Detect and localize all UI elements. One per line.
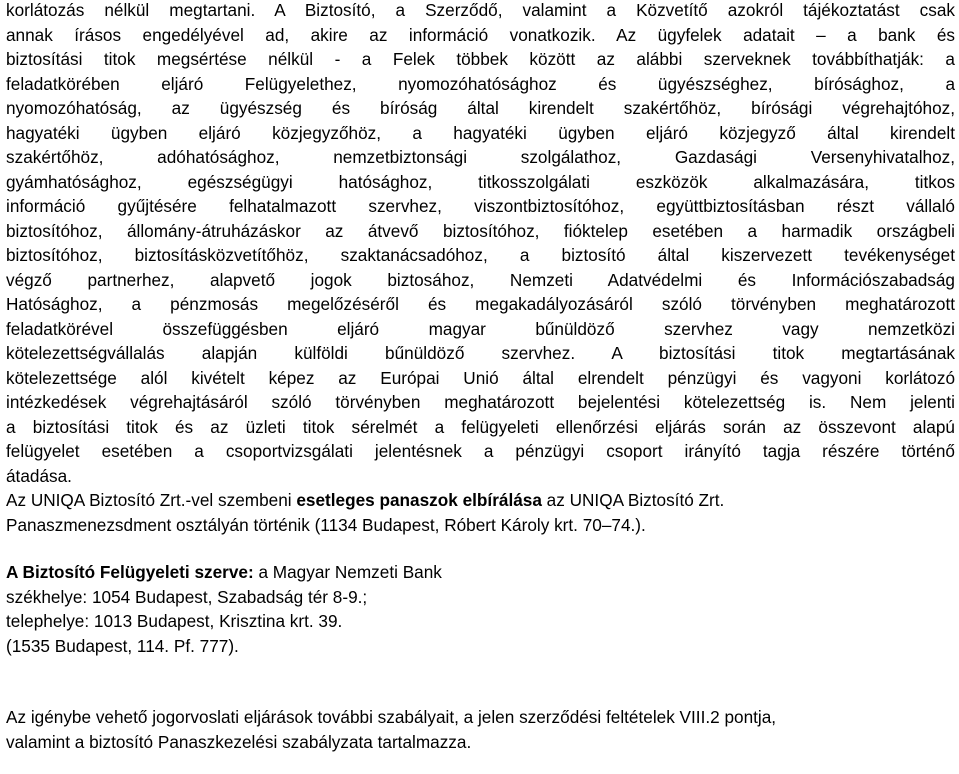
paragraph-line: a biztosítási titok és az üzleti titok sérelmét a felügyeleti ellenőrzési eljárás során az összevont alapú bbox=[6, 416, 955, 437]
paragraph-line: intézkedések végrehajtásáról szóló törvényben meghatározott bejelentési kötelezettség is. Nem jelenti bbox=[6, 392, 955, 412]
paragraph-line: biztosítóhoz, biztosításközvetítőhöz, szaktanácsadóhoz, a biztosító által kiszervezett tevékenységet bbox=[6, 245, 955, 265]
complaint-suffix: az UNIQA Biztosító Zrt. bbox=[541, 490, 725, 510]
supervisor-heading-line bbox=[6, 560, 955, 585]
paragraph-line: annak írásos engedélyével ad, akire az információ vonatkozik. Az ügyfelek adatait – a bank és bbox=[6, 24, 955, 45]
supervisor-label: A Biztosító Felügyeleti szerve: bbox=[6, 562, 254, 582]
supervisory-authority-block bbox=[6, 560, 955, 658]
paragraph-line: biztosítási titok megsértése nélkül - a Felek többek között az alábbi szerveknek továbbíthatják: a bbox=[6, 49, 955, 69]
paragraph-line: feladatkörével összefüggésben eljáró magyar bűnüldöző szervhez vagy nemzetközi bbox=[6, 318, 955, 339]
paragraph-line: Hatósághoz, a pénzmosás megelőzéséről és megakadályozásáról szóló törvényben meghatározott bbox=[6, 294, 955, 314]
supervisor-site: telephelye: 1013 Budapest, Krisztina krt. 39. bbox=[6, 611, 343, 631]
supervisor-name: a Magyar Nemzeti Bank bbox=[253, 562, 442, 582]
paragraph-line: kötelezettsége alól kivételt képez az Európai Unió által elrendelt pénzügyi és vagyoni korlátozó bbox=[6, 367, 955, 388]
paragraph-line: nyomozóhatóság, az ügyészség és bíróság által kirendelt szakértőhöz, bírósági végrehajtóhoz, bbox=[6, 98, 955, 118]
remedies-line-1: Az igénybe vehető jogorvoslati eljárások további szabályait, a jelen szerződési feltételek VIII.2 pontja, bbox=[6, 707, 777, 727]
paragraph-line: biztosítóhoz, állomány-átruházáskor az átvevő biztosítóhoz, fióktelep esetében a harmadik országbeli bbox=[6, 220, 955, 241]
complaint-bold-text: esetleges panaszok elbírálása bbox=[296, 490, 542, 510]
paragraph-line: feladatkörében eljáró Felügyelethez, nyomozóhatósághoz és ügyészséghez, bírósághoz, a bbox=[6, 73, 955, 94]
legal-remedies-paragraph bbox=[6, 705, 955, 754]
complaint-prefix: Az UNIQA Biztosító Zrt.-vel szembeni bbox=[6, 490, 297, 510]
supervisor-seat: székhelye: 1054 Budapest, Szabadság tér 8-9.; bbox=[6, 586, 368, 607]
paragraph-line: átadása. bbox=[6, 465, 72, 486]
paragraph-line: szakértőhöz, adóhatósághoz, nemzetbiztonsági szolgálathoz, Gazdasági Versenyhivatalhoz, bbox=[6, 147, 955, 167]
document-page bbox=[6, 0, 955, 754]
complaint-line-1 bbox=[6, 488, 955, 513]
remedies-line-2: valamint a biztosító Panaszkezelési szabályzata tartalmazza. bbox=[6, 731, 472, 752]
complaint-line-2: Panaszmenezsdment osztályán történik (1134 Budapest, Róbert Károly krt. 70–74.). bbox=[6, 514, 646, 535]
complaint-handling-paragraph bbox=[6, 488, 955, 537]
paragraph-line: kötelezettségvállalás alapján külföldi bűnüldöző szervhez. A biztosítási titok megtartásának bbox=[6, 343, 955, 363]
paragraph-line: végző partnerhez, alapvető jogok biztosához, Nemzeti Adatvédelmi és Információszabadság bbox=[6, 269, 955, 290]
paragraph-line: korlátozás nélkül megtartani. A Biztosító, a Szerződő, valamint a Közvetítő azokról tájékoztatást csak bbox=[6, 0, 955, 20]
paragraph-line: felügyelet esetében a csoportvizsgálati jelentésnek a pénzügyi csoport irányító tagja részére történő bbox=[6, 441, 955, 461]
paragraph-line: hagyatéki ügyben eljáró közjegyzőhöz, a hagyatéki ügyben eljáró közjegyző által kirendelt bbox=[6, 122, 955, 143]
paragraph-line: gyámhatósághoz, egészségügyi hatósághoz, titkosszolgálati eszközök alkalmazására, titkos bbox=[6, 171, 955, 192]
paragraph-line: információ gyűjtésére felhatalmazott szervhez, viszontbiztosítóhoz, együttbiztosításban részt vállaló bbox=[6, 196, 955, 216]
supervisor-postal-address: (1535 Budapest, 114. Pf. 777). bbox=[6, 635, 239, 656]
confidentiality-paragraph bbox=[6, 0, 955, 488]
